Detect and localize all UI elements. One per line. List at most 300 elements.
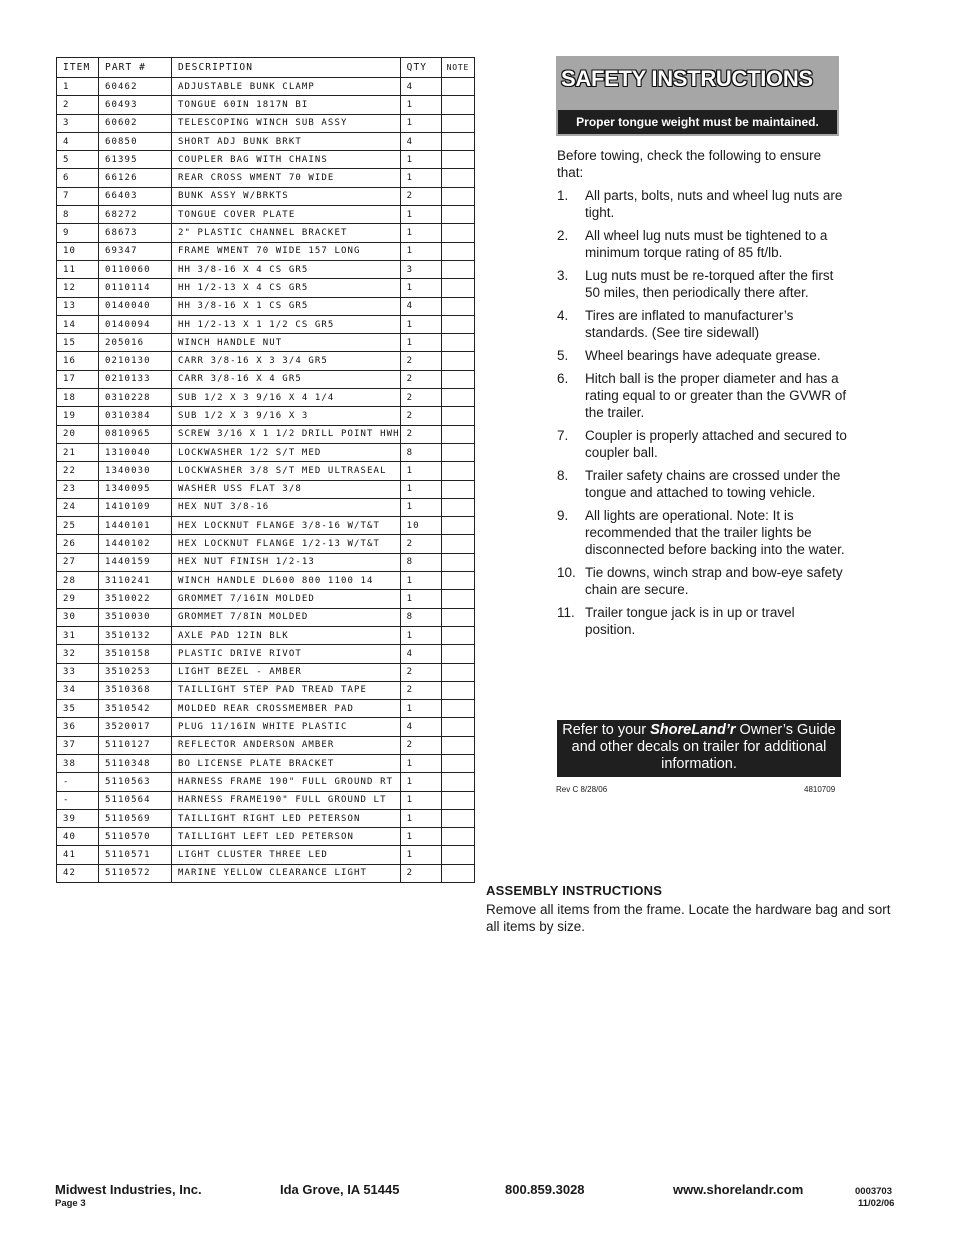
cell-part-number: 5110348: [99, 754, 172, 772]
cell-qty: 4: [400, 132, 441, 150]
cell-item: 5: [57, 151, 99, 169]
cell-item: 4: [57, 132, 99, 150]
cell-qty: 1: [400, 224, 441, 242]
table-row: [57, 791, 475, 809]
cell-item: 33: [57, 663, 99, 681]
cell-item: 8: [57, 206, 99, 224]
cell-qty: 2: [400, 535, 441, 553]
cell-part-number: 3510368: [99, 681, 172, 699]
table-row: [57, 626, 475, 644]
cell-qty: 1: [400, 242, 441, 260]
cell-item: 20: [57, 425, 99, 443]
list-item: [557, 307, 847, 341]
cell-part-number: 3510132: [99, 626, 172, 644]
refer-suffix: Owner’s Guide and other decals on trailer for additional information.: [571, 722, 836, 772]
table-row: [57, 425, 475, 443]
footer-website: www.shorelandr.com: [673, 1182, 804, 1197]
cell-item: 23: [57, 480, 99, 498]
cell-item: 10: [57, 242, 99, 260]
cell-note: [441, 260, 474, 278]
header-note: NOTE: [441, 58, 474, 78]
assembly-heading: ASSEMBLY INSTRUCTIONS: [486, 883, 663, 898]
cell-part-number: 1440102: [99, 535, 172, 553]
refer-owners-guide-box: [557, 720, 841, 777]
cell-part-number: 3510158: [99, 645, 172, 663]
cell-item: 11: [57, 260, 99, 278]
cell-description: LOCKWASHER 3/8 S/T MED ULTRASEAL: [172, 462, 401, 480]
footer-company: Midwest Industries, Inc.: [55, 1182, 202, 1197]
cell-description: HEX NUT 3/8-16: [172, 498, 401, 516]
cell-qty: 2: [400, 352, 441, 370]
table-row: [57, 864, 475, 882]
cell-part-number: 60462: [99, 78, 172, 96]
cell-note: [441, 700, 474, 718]
cell-part-number: 61395: [99, 151, 172, 169]
cell-item: 40: [57, 828, 99, 846]
cell-item: 36: [57, 718, 99, 736]
parts-table-body: [57, 78, 475, 883]
table-row: [57, 334, 475, 352]
cell-description: SUB 1/2 X 3 9/16 X 3: [172, 407, 401, 425]
table-row: [57, 352, 475, 370]
cell-note: [441, 206, 474, 224]
cell-note: [441, 809, 474, 827]
cell-description: WINCH HANDLE NUT: [172, 334, 401, 352]
list-item: [557, 347, 847, 364]
cell-note: [441, 297, 474, 315]
cell-part-number: 5110571: [99, 846, 172, 864]
cell-note: [441, 169, 474, 187]
cell-qty: 2: [400, 187, 441, 205]
cell-note: [441, 791, 474, 809]
table-row: [57, 480, 475, 498]
cell-description: HH 1/2-13 X 1 1/2 CS GR5: [172, 315, 401, 333]
table-row: [57, 151, 475, 169]
table-row: [57, 370, 475, 388]
cell-item: 34: [57, 681, 99, 699]
cell-note: [441, 151, 474, 169]
cell-item: 22: [57, 462, 99, 480]
cell-note: [441, 425, 474, 443]
cell-item: 9: [57, 224, 99, 242]
list-item-number: 1.: [557, 188, 569, 203]
cell-description: MARINE YELLOW CLEARANCE LIGHT: [172, 864, 401, 882]
cell-description: SCREW 3/16 X 1 1/2 DRILL POINT HWH: [172, 425, 401, 443]
cell-qty: 2: [400, 389, 441, 407]
cell-item: 28: [57, 572, 99, 590]
cell-part-number: 1340095: [99, 480, 172, 498]
safety-checklist: [557, 187, 847, 644]
cell-description: BUNK ASSY W/BRKTS: [172, 187, 401, 205]
cell-item: 17: [57, 370, 99, 388]
cell-item: 29: [57, 590, 99, 608]
cell-note: [441, 480, 474, 498]
parts-table: [56, 57, 475, 883]
cell-part-number: 0310228: [99, 389, 172, 407]
parts-table-header-row: [57, 58, 475, 78]
cell-qty: 1: [400, 151, 441, 169]
cell-description: HEX LOCKNUT FLANGE 1/2-13 W/T&T: [172, 535, 401, 553]
cell-qty: 2: [400, 736, 441, 754]
cell-qty: 2: [400, 681, 441, 699]
footer-location: Ida Grove, IA 51445: [280, 1182, 400, 1197]
cell-item: 1: [57, 78, 99, 96]
footer-page-number: Page 3: [55, 1198, 86, 1209]
cell-description: WINCH HANDLE DL600 800 1100 14: [172, 572, 401, 590]
table-row: [57, 590, 475, 608]
list-item-number: 11.: [557, 605, 575, 620]
cell-note: [441, 553, 474, 571]
cell-item: 19: [57, 407, 99, 425]
list-item-text: All parts, bolts, nuts and wheel lug nuts are tight.: [585, 188, 843, 220]
cell-note: [441, 370, 474, 388]
table-row: [57, 754, 475, 772]
cell-note: [441, 334, 474, 352]
cell-qty: 1: [400, 169, 441, 187]
cell-description: TAILLIGHT RIGHT LED PETERSON: [172, 809, 401, 827]
list-item-number: 2.: [557, 228, 569, 243]
refer-prefix: Refer to your: [562, 722, 651, 738]
cell-qty: 1: [400, 279, 441, 297]
list-item-text: Tie downs, winch strap and bow-eye safety chain are secure.: [585, 565, 843, 597]
cell-part-number: 5110572: [99, 864, 172, 882]
cell-item: 31: [57, 626, 99, 644]
cell-note: [441, 187, 474, 205]
cell-part-number: 1440159: [99, 553, 172, 571]
table-row: [57, 736, 475, 754]
cell-note: [441, 754, 474, 772]
cell-qty: 2: [400, 370, 441, 388]
cell-item: 39: [57, 809, 99, 827]
cell-part-number: 1410109: [99, 498, 172, 516]
cell-item: 30: [57, 608, 99, 626]
cell-part-number: 69347: [99, 242, 172, 260]
cell-note: [441, 736, 474, 754]
cell-qty: 8: [400, 443, 441, 461]
cell-qty: 1: [400, 315, 441, 333]
cell-description: HH 3/8-16 X 1 CS GR5: [172, 297, 401, 315]
cell-qty: 4: [400, 718, 441, 736]
cell-part-number: 0140094: [99, 315, 172, 333]
cell-part-number: 3510022: [99, 590, 172, 608]
cell-item: 35: [57, 700, 99, 718]
list-item: [557, 604, 847, 638]
cell-item: -: [57, 773, 99, 791]
cell-part-number: 0810965: [99, 425, 172, 443]
cell-note: [441, 498, 474, 516]
safety-banner: [556, 56, 839, 136]
list-item-text: All lights are operational. Note: It is recommended that the trailer lights be disconnected before backing into the water.: [585, 508, 845, 557]
list-item-text: All wheel lug nuts must be tightened to a minimum torque rating of 85 ft/lb.: [585, 228, 828, 260]
cell-note: [441, 443, 474, 461]
table-row: [57, 443, 475, 461]
table-row: [57, 663, 475, 681]
cell-part-number: 0110060: [99, 260, 172, 278]
table-row: [57, 315, 475, 333]
table-row: [57, 389, 475, 407]
table-row: [57, 517, 475, 535]
cell-note: [441, 535, 474, 553]
cell-qty: 1: [400, 773, 441, 791]
cell-part-number: 1310040: [99, 443, 172, 461]
cell-description: WASHER USS FLAT 3/8: [172, 480, 401, 498]
table-row: [57, 828, 475, 846]
table-row: [57, 462, 475, 480]
list-item-text: Wheel bearings have adequate grease.: [585, 348, 821, 363]
cell-qty: 2: [400, 407, 441, 425]
cell-note: [441, 315, 474, 333]
cell-item: 32: [57, 645, 99, 663]
table-row: [57, 206, 475, 224]
table-row: [57, 572, 475, 590]
table-row: [57, 718, 475, 736]
table-row: [57, 700, 475, 718]
cell-part-number: 66403: [99, 187, 172, 205]
cell-note: [441, 608, 474, 626]
cell-note: [441, 645, 474, 663]
cell-note: [441, 681, 474, 699]
safety-title: SAFETY INSTRUCTIONS: [561, 66, 813, 91]
table-row: [57, 773, 475, 791]
cell-description: REAR CROSS WMENT 70 WIDE: [172, 169, 401, 187]
cell-qty: 1: [400, 334, 441, 352]
cell-description: AXLE PAD 12IN BLK: [172, 626, 401, 644]
cell-item: -: [57, 791, 99, 809]
cell-description: REFLECTOR ANDERSON AMBER: [172, 736, 401, 754]
header-description: DESCRIPTION: [172, 58, 401, 78]
safety-intro: Before towing, check the following to ensure that:: [557, 148, 822, 180]
table-row: [57, 681, 475, 699]
brand-name: ShoreLand’r: [650, 722, 736, 738]
cell-description: HH 1/2-13 X 4 CS GR5: [172, 279, 401, 297]
list-item-text: Coupler is properly attached and secured to coupler ball.: [585, 428, 847, 460]
cell-qty: 1: [400, 114, 441, 132]
cell-item: 15: [57, 334, 99, 352]
cell-item: 16: [57, 352, 99, 370]
table-row: [57, 169, 475, 187]
cell-part-number: 3510030: [99, 608, 172, 626]
revision-label: Rev C 8/28/06: [556, 785, 608, 794]
footer-doc-number: 0003703: [855, 1186, 892, 1197]
cell-qty: 2: [400, 425, 441, 443]
cell-part-number: 5110570: [99, 828, 172, 846]
cell-description: LIGHT CLUSTER THREE LED: [172, 846, 401, 864]
cell-description: HARNESS FRAME 190" FULL GROUND RT: [172, 773, 401, 791]
cell-note: [441, 242, 474, 260]
cell-description: HEX LOCKNUT FLANGE 3/8-16 W/T&T: [172, 517, 401, 535]
cell-part-number: 1340030: [99, 462, 172, 480]
cell-note: [441, 389, 474, 407]
cell-item: 38: [57, 754, 99, 772]
cell-note: [441, 846, 474, 864]
cell-description: LIGHT BEZEL - AMBER: [172, 663, 401, 681]
table-row: [57, 96, 475, 114]
cell-qty: 1: [400, 791, 441, 809]
cell-note: [441, 718, 474, 736]
cell-item: 37: [57, 736, 99, 754]
cell-part-number: 5110564: [99, 791, 172, 809]
list-item-text: Trailer safety chains are crossed under the tongue and attached to towing vehicle.: [585, 468, 841, 500]
cell-description: 2" PLASTIC CHANNEL BRACKET: [172, 224, 401, 242]
cell-part-number: 3510542: [99, 700, 172, 718]
table-row: [57, 846, 475, 864]
cell-item: 7: [57, 187, 99, 205]
cell-qty: 1: [400, 590, 441, 608]
cell-part-number: 0140040: [99, 297, 172, 315]
cell-qty: 2: [400, 663, 441, 681]
list-item: [557, 187, 847, 221]
cell-note: [441, 78, 474, 96]
cell-description: TAILLIGHT LEFT LED PETERSON: [172, 828, 401, 846]
cell-qty: 10: [400, 517, 441, 535]
table-row: [57, 553, 475, 571]
cell-description: TONGUE COVER PLATE: [172, 206, 401, 224]
cell-item: 24: [57, 498, 99, 516]
list-item: [557, 370, 847, 421]
cell-note: [441, 773, 474, 791]
cell-qty: 4: [400, 645, 441, 663]
cell-note: [441, 279, 474, 297]
cell-description: COUPLER BAG WITH CHAINS: [172, 151, 401, 169]
table-row: [57, 187, 475, 205]
cell-part-number: 68673: [99, 224, 172, 242]
cell-qty: 1: [400, 828, 441, 846]
cell-note: [441, 590, 474, 608]
list-item: [557, 564, 847, 598]
cell-part-number: 0110114: [99, 279, 172, 297]
cell-part-number: 205016: [99, 334, 172, 352]
cell-item: 12: [57, 279, 99, 297]
cell-description: TELESCOPING WINCH SUB ASSY: [172, 114, 401, 132]
cell-note: [441, 828, 474, 846]
table-row: [57, 608, 475, 626]
list-item-number: 10.: [557, 565, 576, 580]
list-item: [557, 427, 847, 461]
assembly-text: Remove all items from the frame. Locate the hardware bag and sort all items by size.: [486, 902, 891, 934]
cell-qty: 4: [400, 78, 441, 96]
cell-note: [441, 864, 474, 882]
cell-description: TAILLIGHT STEP PAD TREAD TAPE: [172, 681, 401, 699]
cell-note: [441, 572, 474, 590]
cell-item: 26: [57, 535, 99, 553]
cell-description: MOLDED REAR CROSSMEMBER PAD: [172, 700, 401, 718]
cell-note: [441, 132, 474, 150]
cell-item: 14: [57, 315, 99, 333]
cell-qty: 1: [400, 700, 441, 718]
list-item-number: 7.: [557, 428, 569, 443]
cell-qty: 1: [400, 809, 441, 827]
cell-description: GROMMET 7/16IN MOLDED: [172, 590, 401, 608]
header-qty: QTY: [400, 58, 441, 78]
table-row: [57, 78, 475, 96]
header-part-number: PART #: [99, 58, 172, 78]
cell-part-number: 3520017: [99, 718, 172, 736]
cell-description: HH 3/8-16 X 4 CS GR5: [172, 260, 401, 278]
list-item-text: Trailer tongue jack is in up or travel position.: [585, 605, 795, 637]
list-item-text: Tires are inflated to manufacturer’s standards. (See tire sidewall): [585, 308, 794, 340]
safety-doc-code: 4810709: [804, 785, 836, 794]
cell-item: 42: [57, 864, 99, 882]
cell-item: 6: [57, 169, 99, 187]
cell-part-number: 3110241: [99, 572, 172, 590]
table-row: [57, 645, 475, 663]
safety-subtitle: Proper tongue weight must be maintained.: [558, 110, 837, 134]
cell-item: 41: [57, 846, 99, 864]
cell-note: [441, 224, 474, 242]
cell-part-number: 0210133: [99, 370, 172, 388]
cell-item: 27: [57, 553, 99, 571]
list-item-number: 6.: [557, 371, 569, 386]
table-row: [57, 407, 475, 425]
cell-description: TONGUE 60IN 1817N BI: [172, 96, 401, 114]
cell-part-number: 0210130: [99, 352, 172, 370]
cell-part-number: 0310384: [99, 407, 172, 425]
cell-item: 3: [57, 114, 99, 132]
cell-description: GROMMET 7/8IN MOLDED: [172, 608, 401, 626]
cell-qty: 1: [400, 846, 441, 864]
cell-part-number: 5110563: [99, 773, 172, 791]
list-item-number: 3.: [557, 268, 569, 283]
cell-part-number: 1440101: [99, 517, 172, 535]
list-item-text: Hitch ball is the proper diameter and has a rating equal to or greater than the GVWR of the trailer.: [585, 371, 847, 420]
cell-description: SUB 1/2 X 3 9/16 X 4 1/4: [172, 389, 401, 407]
list-item-number: 8.: [557, 468, 569, 483]
cell-part-number: 5110569: [99, 809, 172, 827]
cell-qty: 1: [400, 626, 441, 644]
list-item-number: 4.: [557, 308, 569, 323]
list-item: [557, 227, 847, 261]
cell-item: 21: [57, 443, 99, 461]
cell-item: 13: [57, 297, 99, 315]
table-row: [57, 132, 475, 150]
cell-qty: 1: [400, 480, 441, 498]
cell-part-number: 5110127: [99, 736, 172, 754]
cell-qty: 1: [400, 572, 441, 590]
cell-qty: 3: [400, 260, 441, 278]
cell-qty: 1: [400, 498, 441, 516]
cell-note: [441, 626, 474, 644]
cell-item: 2: [57, 96, 99, 114]
cell-qty: 1: [400, 754, 441, 772]
cell-description: BO LICENSE PLATE BRACKET: [172, 754, 401, 772]
cell-description: HEX NUT FINISH 1/2-13: [172, 553, 401, 571]
cell-description: CARR 3/8-16 X 3 3/4 GR5: [172, 352, 401, 370]
list-item: [557, 507, 847, 558]
cell-qty: 2: [400, 864, 441, 882]
cell-qty: 1: [400, 206, 441, 224]
cell-part-number: 60493: [99, 96, 172, 114]
header-item: ITEM: [57, 58, 99, 78]
cell-note: [441, 407, 474, 425]
table-row: [57, 297, 475, 315]
cell-description: FRAME WMENT 70 WIDE 157 LONG: [172, 242, 401, 260]
cell-part-number: 66126: [99, 169, 172, 187]
cell-note: [441, 517, 474, 535]
table-row: [57, 114, 475, 132]
footer-doc-date: 11/02/06: [858, 1198, 895, 1209]
table-row: [57, 260, 475, 278]
cell-description: ADJUSTABLE BUNK CLAMP: [172, 78, 401, 96]
table-row: [57, 224, 475, 242]
cell-note: [441, 352, 474, 370]
list-item-number: 5.: [557, 348, 569, 363]
cell-description: HARNESS FRAME190" FULL GROUND LT: [172, 791, 401, 809]
list-item: [557, 267, 847, 301]
cell-description: LOCKWASHER 1/2 S/T MED: [172, 443, 401, 461]
cell-description: PLASTIC DRIVE RIVOT: [172, 645, 401, 663]
cell-part-number: 60602: [99, 114, 172, 132]
cell-qty: 8: [400, 608, 441, 626]
